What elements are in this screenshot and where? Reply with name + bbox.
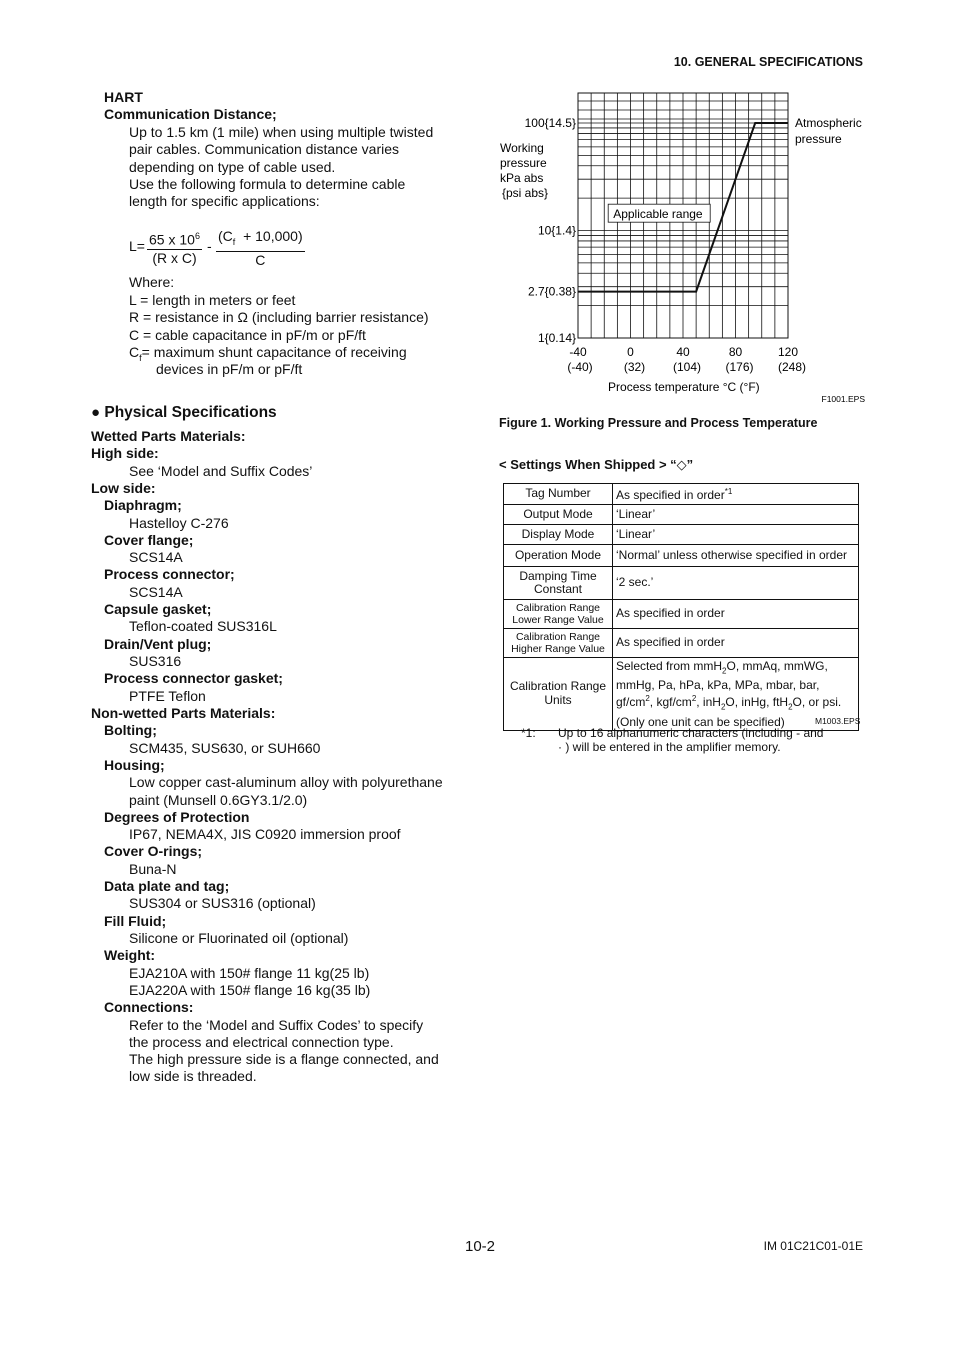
y-axis-label-line: Working <box>500 141 544 155</box>
settings-value <box>613 629 859 658</box>
settings-value <box>613 505 859 525</box>
units-sub: 2 <box>788 702 793 712</box>
y-axis-label-line: kPa abs <box>500 171 544 185</box>
spec-value: EJA210A with 150# flange 11 kg(25 lb) <box>129 964 370 981</box>
spec-value: SCM435, SUS630, or SUH660 <box>129 739 321 756</box>
spec-label: Bolting; <box>104 722 157 739</box>
settings-key: Operation Mode <box>504 545 613 567</box>
y-tick-label: 10{1.4} <box>537 223 576 238</box>
spec-label: Cover flange; <box>104 531 194 548</box>
formula-num1-sup: 6 <box>194 231 200 241</box>
settings-row <box>504 484 859 505</box>
units-line-4: (Only one unit can be specified) <box>616 714 785 729</box>
settings-key-line: Calibration Range <box>509 679 607 694</box>
y-axis-label-line: {psi abs} <box>502 186 549 200</box>
units-sub: 2 <box>720 702 726 712</box>
spec-label: Low side: <box>91 479 156 496</box>
comm-distance-title: Communication Distance; <box>104 106 277 122</box>
where-item: C = cable capacitance in pF/m or pF/ft <box>129 326 366 343</box>
spec-value: low side is threaded. <box>129 1068 257 1085</box>
note-line: · ) will be entered in the amplifier memory. <box>558 740 781 754</box>
spec-value: SUS316 <box>129 653 182 670</box>
where-item: L = length in meters or feet <box>129 292 296 308</box>
spec-value: Teflon-coated SUS316L <box>129 618 277 635</box>
footnote-marker: *1 <box>724 487 733 497</box>
page-number: 10-2 <box>465 1238 496 1255</box>
settings-key <box>504 567 613 600</box>
units-line-3 <box>616 692 855 714</box>
cf-text-cont: devices in pF/m or pF/ft <box>156 361 303 377</box>
spec-label: Degrees of Protection <box>104 808 250 825</box>
settings-key: Tag Number <box>504 484 613 505</box>
units-text: , kgf/cm <box>649 695 692 710</box>
settings-row-units <box>504 658 859 731</box>
settings-key <box>504 658 613 731</box>
formula-fraction-1 <box>147 228 202 267</box>
settings-key-line: Constant <box>533 582 583 596</box>
settings-value <box>613 525 859 545</box>
settings-key-line: Calibration Range <box>515 602 601 614</box>
spec-value: Low copper cast-aluminum alloy with polyurethane <box>129 774 443 791</box>
formula-num2a: (C <box>218 228 233 244</box>
settings-key-line: Damping Time <box>519 568 597 583</box>
spec-label: Capsule gasket; <box>104 601 212 618</box>
settings-value-text: As specified in order <box>616 488 725 503</box>
x-axis-label: Process temperature °C (°F) <box>608 380 760 394</box>
units-text: O, or psi. <box>792 695 842 710</box>
settings-value <box>613 484 859 505</box>
settings-row <box>504 600 859 629</box>
settings-row <box>504 629 859 658</box>
cf-sub: f <box>139 352 142 363</box>
settings-value-text: ‘Normal’ unless otherwise specified in order <box>616 547 847 562</box>
spec-value: Hastelloy C-276 <box>129 514 229 531</box>
spec-label: Cover O-rings; <box>104 843 203 860</box>
settings-value <box>613 545 859 567</box>
y-tick-label: 1{0.14} <box>537 331 576 345</box>
note-mark: *1: <box>521 726 536 740</box>
atmospheric-pressure-label: pressure <box>795 132 842 146</box>
settings-file-tag: M1003.EPS <box>815 716 861 726</box>
atmospheric-pressure-label: Atmospheric <box>795 116 862 130</box>
spec-label: Housing; <box>104 756 165 773</box>
x-tick-label: 40 <box>676 345 690 359</box>
section-header: 10. GENERAL SPECIFICATIONS <box>673 55 863 69</box>
hart-title: HART <box>104 89 143 105</box>
spec-value: SCS14A <box>129 583 183 600</box>
x-tick-sublabel: (104) <box>672 360 702 374</box>
settings-value-text: ‘2 sec.’ <box>616 575 654 590</box>
cf-text: = maximum shunt capacitance of receiving <box>141 344 407 360</box>
units-text: O, inHg, ftH <box>725 695 789 710</box>
y-tick-label: 100{14.5} <box>524 116 576 130</box>
settings-key-line: Lower Range Value <box>512 614 604 626</box>
spec-value: SUS304 or SUS316 (optional) <box>129 895 316 912</box>
x-tick-sublabel: (248) <box>777 360 807 374</box>
formula-lhs: L= <box>129 238 145 254</box>
settings-value <box>613 600 859 629</box>
spec-value: The high pressure side is a flange connected, and <box>129 1051 439 1068</box>
formula-num1: 65 x 10 <box>149 231 195 248</box>
x-tick-label: 80 <box>728 345 743 359</box>
comm-distance-line: Use the following formula to determine cable <box>129 175 406 192</box>
formula-num2-sub: f <box>232 236 236 247</box>
comm-distance-line: depending on type of cable used. <box>129 158 336 175</box>
spec-value: Silicone or Fluorinated oil (optional) <box>129 929 349 946</box>
formula-fraction-2 <box>216 228 305 269</box>
settings-key-line: Higher Range Value <box>511 643 605 655</box>
where-item: R = resistance in Ω (including barrier resistance) <box>129 309 429 326</box>
units-text: , inH <box>696 695 721 710</box>
x-tick-sublabel: (-40) <box>567 360 593 374</box>
settings-key-line: Calibration Range <box>515 631 601 643</box>
comm-distance-line: length for specific applications: <box>129 193 320 210</box>
formula-den1: (R x C) <box>152 249 197 266</box>
cf-symbol: C <box>129 344 140 360</box>
settings-key: Output Mode <box>504 505 613 525</box>
settings-row <box>504 505 859 525</box>
comm-distance-line: Up to 1.5 km (1 mile) when using multiple twisted <box>129 124 434 140</box>
formula-num2b: + 10,000) <box>235 228 303 244</box>
spec-label: High side: <box>91 445 159 462</box>
settings-value <box>613 567 859 600</box>
y-axis-label-line: pressure <box>500 156 547 170</box>
spec-label: Non-wetted Parts Materials: <box>91 704 276 721</box>
x-tick-sublabel: (176) <box>725 360 754 374</box>
settings-key: Display Mode <box>504 525 613 545</box>
spec-label: Fill Fluid; <box>104 912 167 929</box>
spec-label: Wetted Parts Materials: <box>91 428 246 444</box>
x-tick-label: 0 <box>627 345 634 359</box>
settings-key <box>504 600 613 629</box>
bullet-icon: ● <box>91 404 101 421</box>
spec-value: See ‘Model and Suffix Codes’ <box>129 462 313 479</box>
spec-label: Drain/Vent plug; <box>104 635 212 652</box>
spec-value: the process and electrical connection type. <box>129 1033 394 1050</box>
settings-row <box>504 567 859 600</box>
x-tick-sublabel: (32) <box>623 360 646 374</box>
note-line: Up to 16 alphanumeric characters (including - and <box>558 726 824 740</box>
physical-spec-heading <box>91 404 277 422</box>
units-text: Selected from mmH <box>616 659 723 673</box>
where-title: Where: <box>129 274 175 290</box>
applicable-range-label: Applicable range <box>613 207 703 222</box>
chart-file-tag: F1001.EPS <box>821 394 865 404</box>
spec-value: EJA220A with 150# flange 16 kg(35 lb) <box>129 981 371 998</box>
units-text: O, mmAq, mmWG, <box>726 659 828 673</box>
spec-label: Process connector; <box>104 566 235 583</box>
spec-value: SCS14A <box>129 549 183 566</box>
settings-title: < Settings When Shipped > “◇” <box>499 457 694 472</box>
settings-value-text: ‘Linear’ <box>616 526 656 541</box>
pressure-temperature-chart <box>490 85 890 405</box>
units-sub: 2 <box>722 666 727 676</box>
units-line-2: mmHg, Pa, hPa, kPa, MPa, mbar, bar, <box>616 678 820 693</box>
formula-minus: - <box>207 238 212 254</box>
settings-key-line: Units <box>544 692 572 707</box>
settings-value-text: As specified in order <box>616 606 725 621</box>
spec-value: Buna-N <box>129 860 177 877</box>
spec-label: Diaphragm; <box>104 497 182 514</box>
physical-spec-title: Physical Specifications <box>104 404 277 421</box>
units-sup: 2 <box>645 694 650 704</box>
spec-value: paint (Munsell 0.6GY3.1/2.0) <box>129 791 308 808</box>
spec-value: Refer to the ‘Model and Suffix Codes’ to specify <box>129 1016 424 1033</box>
x-tick-label: 120 <box>777 345 799 359</box>
spec-value: IP67, NEMA4X, JIS C0920 immersion proof <box>129 826 401 843</box>
spec-label: Connections: <box>104 999 194 1016</box>
settings-key <box>504 629 613 658</box>
settings-table <box>503 483 859 731</box>
settings-value-text: ‘Linear’ <box>616 506 656 521</box>
spec-label: Weight: <box>104 947 156 964</box>
settings-row <box>504 525 859 545</box>
spec-label: Process connector gasket; <box>104 670 283 687</box>
y-tick-label: 2.7{0.38} <box>527 284 576 299</box>
units-sup: 2 <box>691 694 697 704</box>
doc-id: IM 01C21C01-01E <box>763 1239 863 1253</box>
units-line-1 <box>616 659 855 678</box>
spec-value: PTFE Teflon <box>129 687 206 704</box>
settings-row <box>504 545 859 567</box>
formula-den2: C <box>255 252 266 269</box>
comm-distance-line: pair cables. Communication distance varies <box>129 141 400 158</box>
x-tick-label: -40 <box>569 345 587 359</box>
units-text: gf/cm <box>616 695 646 710</box>
figure-caption: Figure 1. Working Pressure and Process Temperature <box>499 416 818 430</box>
settings-value-text: As specified in order <box>616 635 725 650</box>
spec-label: Data plate and tag; <box>104 878 230 895</box>
